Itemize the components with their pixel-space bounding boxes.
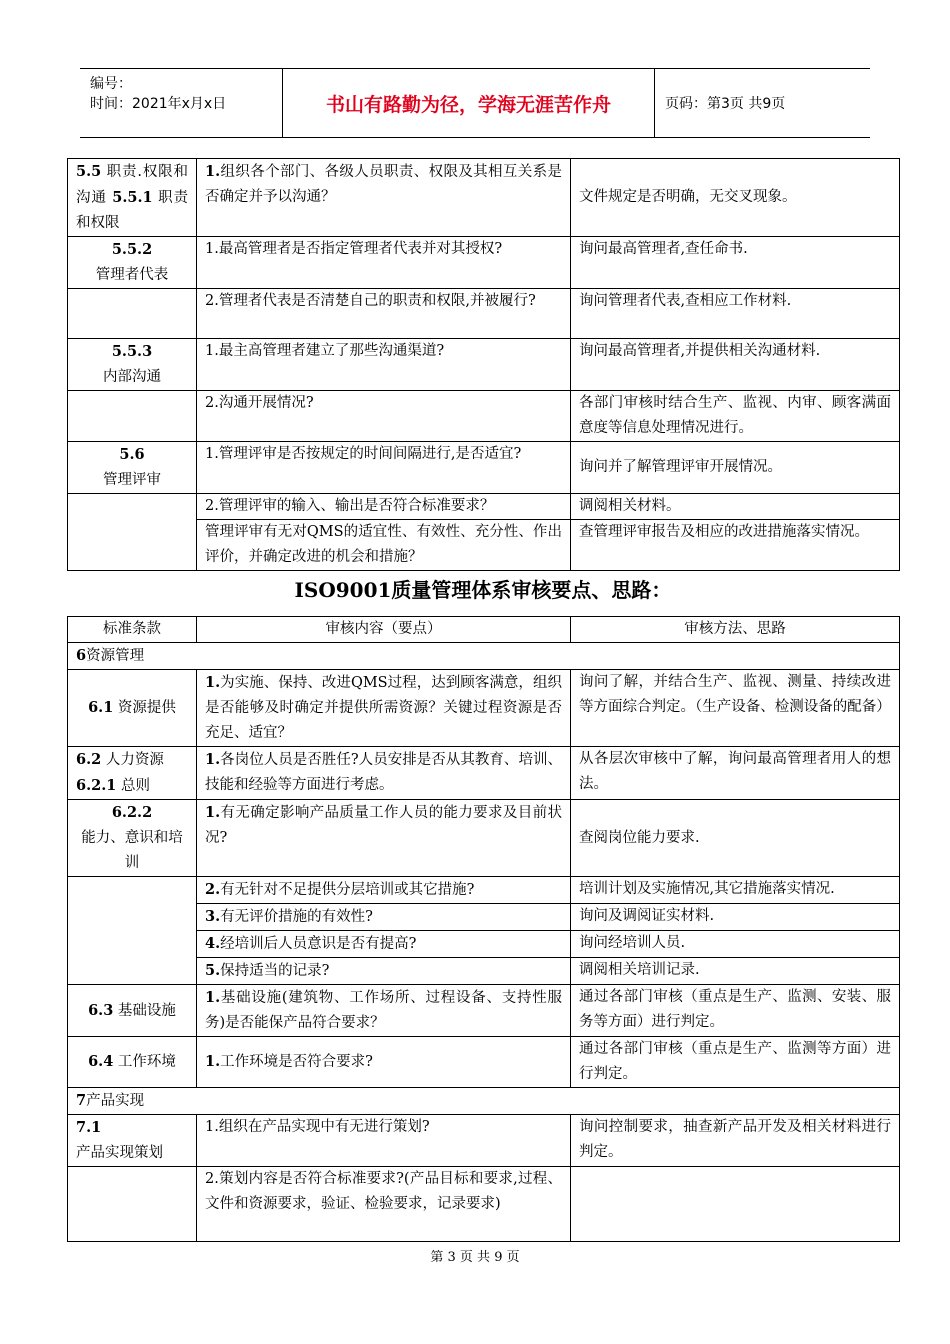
content-cell: 1.有无确定影响产品质量工作人员的能力要求及目前状况?	[197, 800, 571, 877]
column-header: 标准条款	[68, 617, 197, 643]
clause-cell: 6.4 工作环境	[68, 1037, 197, 1088]
method-cell: 调阅相关材料。	[571, 494, 900, 520]
clause-cell: 6.2.2 能力、意识和培训	[68, 800, 197, 877]
page-info: 页码：第3页 共9页	[665, 96, 786, 112]
clause-cell	[68, 1167, 197, 1242]
number-label: 编号：	[90, 76, 132, 92]
content-cell: 1.为实施、保持、改进QMS过程，达到顾客满意，组织是否能够及时确定并提供所需资源？关键过程资源是否充足、适宜？	[197, 670, 571, 747]
method-cell	[571, 1167, 900, 1242]
method-cell: 调阅相关培训记录.	[571, 958, 900, 985]
method-cell: 询问经培训人员.	[571, 931, 900, 958]
time-label: 时间：2021年x月x日	[90, 96, 227, 112]
table-row	[68, 747, 900, 800]
method-cell: 从各层次审核中了解，询问最高管理者用人的想法。	[571, 747, 900, 800]
section-row	[68, 643, 900, 670]
content-cell: 2.管理者代表是否清楚自己的职责和权限,并被履行?	[197, 289, 571, 339]
clause-cell: 5.5.3 内部沟通	[68, 339, 197, 391]
content-cell: 2.管理评审的输入、输出是否符合标准要求？	[197, 494, 571, 520]
method-cell: 通过各部门审核（重点是生产、监测等方面）进行判定。	[571, 1037, 900, 1088]
method-cell: 各部门审核时结合生产、监视、内审、顾客满面意度等信息处理情况进行。	[571, 391, 900, 442]
content-cell: 1.组织各个部门、各级人员职责、权限及其相互关系是否确定并予以沟通？	[197, 159, 571, 237]
method-cell: 询问及调阅证实材料.	[571, 904, 900, 931]
table-row	[68, 1167, 900, 1242]
clause-cell	[68, 877, 197, 985]
page-header	[80, 68, 870, 138]
content-cell: 1.基础设施(建筑物、工作场所、过程设备、支持性服务)是否能保产品符合要求？	[197, 985, 571, 1037]
content-cell: 1.管理评审是否按规定的时间间隔进行,是否适宜?	[197, 442, 571, 494]
audit-table-6-7	[67, 616, 900, 1242]
clause-cell: 7.1 产品实现策划	[68, 1115, 197, 1167]
table-row	[68, 339, 900, 391]
motto: 书山有路勤为径，学海无涯苦作舟	[283, 69, 655, 137]
table-row	[68, 800, 900, 877]
method-cell: 询问了解，并结合生产、监视、测量、持续改进等方面综合判定。（生产设备、检测设备的配备）	[571, 670, 900, 747]
clause-cell: 6.1 资源提供	[68, 670, 197, 747]
content-cell: 2.沟通开展情况?	[197, 391, 571, 442]
content-cell: 3.有无评价措施的有效性?	[197, 904, 571, 931]
content-cell: 1.组织在产品实现中有无进行策划?	[197, 1115, 571, 1167]
page-footer: 第 3 页 共 9 页	[430, 1250, 520, 1265]
method-cell: 查管理评审报告及相应的改进措施落实情况。	[571, 520, 900, 571]
content-cell: 1.最高管理者是否指定管理者代表并对其授权?	[197, 237, 571, 289]
method-cell: 文件规定是否明确，无交叉现象。	[571, 159, 900, 237]
clause-cell: 6.2 人力资源 6.2.1 总则	[68, 747, 197, 800]
section-row	[68, 1088, 900, 1115]
method-cell: 通过各部门审核（重点是生产、监测、安装、服务等方面）进行判定。	[571, 985, 900, 1037]
table-row	[68, 289, 900, 339]
content-cell: 1.最主高管理者建立了那些沟通渠道?	[197, 339, 571, 391]
table-row	[68, 237, 900, 289]
clause-cell	[68, 494, 197, 571]
method-cell: 培训计划及实施情况,其它措施落实情况.	[571, 877, 900, 904]
content-cell: 2.策划内容是否符合标准要求?(产品目标和要求,过程、文件和资源要求，验证、检验要求，记录要求)	[197, 1167, 571, 1242]
table-row	[68, 1115, 900, 1167]
content-cell: 4.经培训后人员意识是否有提高?	[197, 931, 571, 958]
method-cell: 查阅岗位能力要求.	[571, 800, 900, 877]
method-cell: 询问并了解管理评审开展情况。	[571, 442, 900, 494]
section-title: ISO9001质量管理体系审核要点、思路：	[294, 578, 672, 602]
table-row	[68, 494, 900, 520]
content-cell: 5.保持适当的记录?	[197, 958, 571, 985]
table-row	[68, 159, 900, 237]
method-cell: 询问控制要求，抽查新产品开发及相关材料进行判定。	[571, 1115, 900, 1167]
method-cell: 询问最高管理者,查任命书.	[571, 237, 900, 289]
clause-cell: 5.5 职责.权限和沟通 5.5.1 职责和权限	[68, 159, 197, 237]
section-heading: 7产品实现	[68, 1088, 900, 1115]
content-cell: 1.工作环境是否符合要求?	[197, 1037, 571, 1088]
clause-cell	[68, 289, 197, 339]
column-header: 审核方法、思路	[571, 617, 900, 643]
clause-cell: 5.6 管理评审	[68, 442, 197, 494]
content-cell: 管理评审有无对QMS的适宜性、有效性、充分性、作出评价，并确定改进的机会和措施？	[197, 520, 571, 571]
clause-cell: 6.3 基础设施	[68, 985, 197, 1037]
method-cell: 询问管理者代表,查相应工作材料.	[571, 289, 900, 339]
content-cell: 1.各岗位人员是否胜任?人员安排是否从其教育、培训、技能和经验等方面进行考虑。	[197, 747, 571, 800]
table-row	[68, 391, 900, 442]
clause-cell	[68, 391, 197, 442]
method-cell: 询问最高管理者,并提供相关沟通材料.	[571, 339, 900, 391]
table-row	[68, 670, 900, 747]
table-row	[68, 1037, 900, 1088]
section-heading: 6资源管理	[68, 643, 900, 670]
table-row	[68, 877, 900, 904]
table-row	[68, 442, 900, 494]
audit-table-5	[67, 158, 900, 571]
column-header: 审核内容（要点）	[197, 617, 571, 643]
table-header-row	[68, 617, 900, 643]
content-cell: 2.有无针对不足提供分层培训或其它措施?	[197, 877, 571, 904]
table-row	[68, 985, 900, 1037]
header-meta	[80, 69, 283, 137]
clause-cell: 5.5.2 管理者代表	[68, 237, 197, 289]
